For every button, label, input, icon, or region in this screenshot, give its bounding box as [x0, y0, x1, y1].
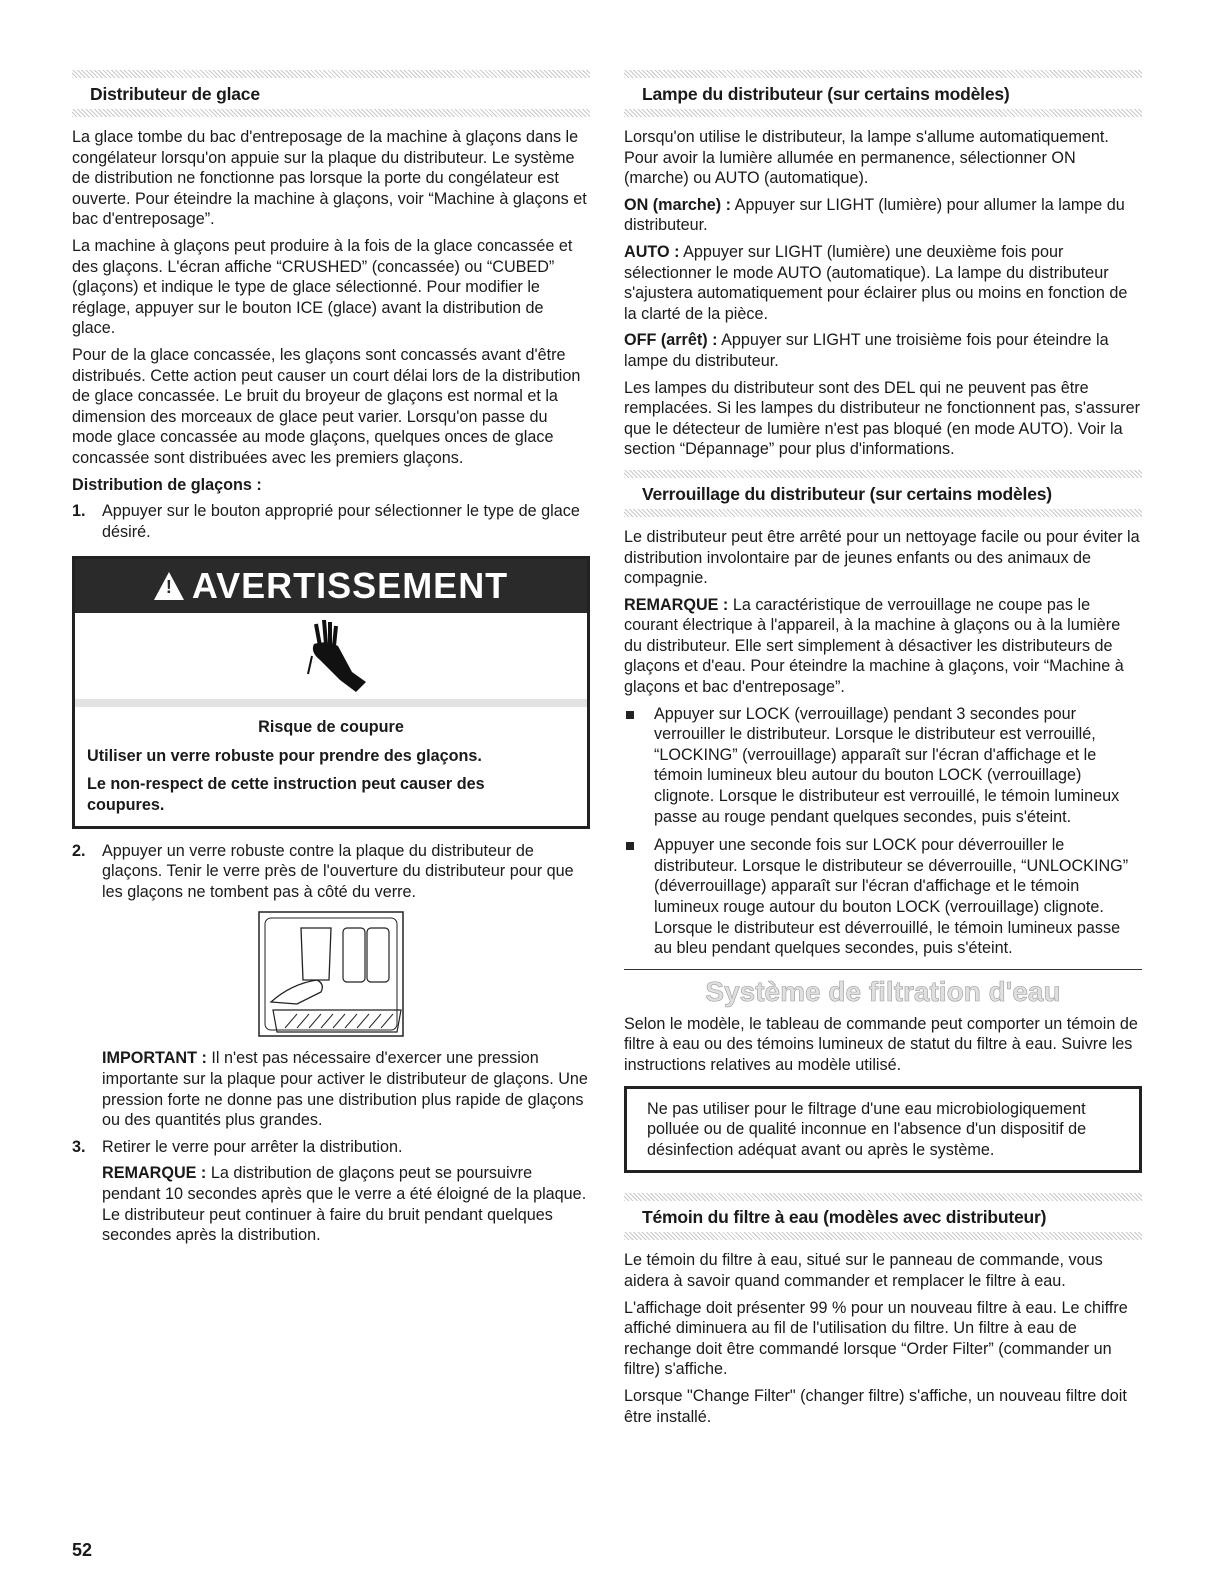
paragraph [624, 595, 1142, 698]
paragraph: Le distributeur peut être arrêté pour un nettoyage facile ou pour éviter la distribution involontaire par de jeunes enfants ou des animaux de compagnie. [624, 527, 1140, 588]
heading-band [624, 109, 1142, 117]
remark-note [72, 1163, 590, 1245]
heading-band [624, 70, 1142, 78]
warning-line: Utiliser un verre robuste pour prendre des glaçons. [87, 746, 482, 765]
step-2 [72, 841, 590, 903]
important-label: IMPORTANT : [102, 1049, 207, 1068]
step-number: 1. [72, 502, 86, 521]
bullet-square-icon [624, 704, 654, 828]
paragraph: La machine à glaçons peut produire à la fois de la glace concassée et des glaçons. L'écran affiche “CRUSHED” (concassée) ou “CUBED” (glaçons) et indique le type de glace sélectionné. Pour modifier le réglage, appuyer sur le bouton ICE (glace) avant la distribution de glace. [72, 236, 573, 338]
step-text: Retirer le verre pour arrêter la distribution. [102, 1137, 403, 1156]
paragraph: Lorsqu'on utilise le distributeur, la lampe s'allume automatiquement. Pour avoir la lumière allumée en permanence, sélectionner ON (marche) ou AUTO (automatique). [624, 128, 1109, 188]
paragraph: La glace tombe du bac d'entreposage de la machine à glaçons dans le congélateur lorsqu'on appuie sur la plaque du distributeur. Le système de distribution ne fonctionne pas lorsque la porte du congélateur est ouverte. Pour éteindre la machine à glaçons, voir “Machine à glaçons et bac d'entreposage”. [72, 128, 587, 229]
heading-band [624, 509, 1142, 517]
bullet-item [624, 835, 1142, 959]
heading-band [624, 1193, 1142, 1201]
paragraph [624, 242, 1142, 324]
dispenser-glass-icon [251, 910, 411, 1038]
section-divider [624, 969, 1142, 970]
section-heading: Témoin du filtre à eau (modèles avec distributeur) [642, 1207, 1047, 1228]
warning-line: Le non-respect de cette instruction peut causer des coupures. [87, 775, 485, 815]
paragraph: Selon le modèle, le tableau de commande peut comporter un témoin de filtre à eau ou des témoins lumineux de statut du filtre à eau. Suivre les instructions relatives au modèle utilisé. [624, 1014, 1138, 1074]
bullet-square-icon [624, 835, 654, 959]
bullet-item [624, 704, 1142, 828]
heading-band [624, 1232, 1142, 1240]
step-3 [72, 1137, 590, 1158]
heading-band [624, 470, 1142, 478]
off-label: OFF (arrêt) : [624, 331, 718, 350]
remark-label: REMARQUE : [102, 1164, 207, 1183]
bullet-text: Appuyer une seconde fois sur LOCK pour déverrouiller le distributeur. Lorsque le distributeur se déverrouille, “UNLOCKING” (déverrouillage) apparaît sur l'écran d'affichage et le témoin lumineux rouge autour du bouton LOCK (verrouillage) clignote. Lorsque le distributeur est déverrouillé, le témoin lumineux passe au bleu pendant quelques secondes, puis s'éteint. [654, 836, 1129, 958]
warning-risk: Risque de coupure [258, 718, 404, 737]
important-text: Il n'est pas nécessaire d'exercer une pression importante sur la plaque pour activer le distributeur de glaçons. Une pression forte ne donne pas une distribution plus rapide de glaçons ou des quantités plus grandes. [102, 1049, 588, 1130]
step-1 [72, 501, 590, 542]
section-heading: Verrouillage du distributeur (sur certains modèles) [642, 483, 1052, 504]
remark-label: REMARQUE : [624, 595, 729, 614]
major-section-title: Système de filtration d'eau [705, 975, 1061, 1007]
heading-band [72, 70, 590, 78]
paragraph [624, 330, 1142, 371]
paragraph: Lorsque "Change Filter" (changer filtre) s'affiche, un nouveau filtre doit être installé. [624, 1386, 1127, 1426]
subheading: Distribution de glaçons : [72, 475, 262, 494]
left-column [72, 70, 590, 1252]
off-text: Appuyer sur LIGHT une troisième fois pour éteindre la lampe du distributeur. [624, 331, 1109, 370]
cut-hand-icon [286, 616, 376, 696]
auto-label: AUTO : [624, 242, 680, 261]
warning-title: AVERTISSEMENT [191, 565, 509, 607]
step-number: 3. [72, 1137, 86, 1156]
remark-text: La distribution de glaçons peut se poursuivre pendant 10 secondes après que le verre a été éloigné de la plaque. Le distributeur peut continuer à faire du bruit pendant quelques secondes après la distribution. [102, 1164, 587, 1245]
paragraph [624, 195, 1142, 236]
step-text: Appuyer un verre robuste contre la plaque du distributeur de glaçons. Tenir le verre près de l'ouverture du distributeur pour que les glaçons ne tombent pas à côté du verre. [102, 841, 574, 901]
auto-text: Appuyer sur LIGHT (lumière) une deuxième fois pour sélectionner le mode AUTO (automatique). La lampe du distributeur s'ajustera automatiquement pour éclairer plus ou moins en fonction de la clarté de la pièce. [624, 242, 1128, 323]
paragraph: Pour de la glace concassée, les glaçons sont concassés avant d'être distribués. Cette action peut causer un court délai lors de la distribution de glace concassée. Le bruit du broyeur de glaçons est normal et la dimension des morceaux de glace peut varier. Lorsqu'on passe du mode glace concassée au mode glaçons, quelques onces de glace concassée sont distribuées avec les premiers glaçons. [72, 345, 581, 467]
section-heading: Lampe du distributeur (sur certains modèles) [642, 84, 1010, 104]
step-text: Appuyer sur le bouton approprié pour sélectionner le type de glace désiré. [102, 502, 580, 541]
section-heading: Distributeur de glace [90, 84, 260, 104]
dispenser-illustration [72, 910, 590, 1038]
paragraph: L'affichage doit présenter 99 % pour un nouveau filtre à eau. Le chiffre affiché diminuera au fil de l'utilisation du filtre. Un filtre à eau de rechange doit être commandé lorsque “Order Filter” (commander un filtre) s'affiche. [624, 1298, 1128, 1379]
paragraph: Le témoin du filtre à eau, situé sur le panneau de commande, vous aidera à savoir quand commander et remplacer le filtre à eau. [624, 1251, 1103, 1290]
page-number: 52 [72, 1540, 93, 1560]
warning-body [75, 707, 587, 825]
warning-box [72, 556, 590, 828]
note-box: Ne pas utiliser pour le filtrage d'une eau microbiologiquement polluée ou de qualité inconnue en l'absence d'un dispositif de désinfection adéquat avant ou après le système. [624, 1086, 1142, 1174]
remark-text: La caractéristique de verrouillage ne coupe pas le courant électrique à l'appareil, à la machine à glaçons ou à la lumière du distributeur. Elle sert simplement à désactiver les distributeurs de glaçons et d'eau. Pour éteindre la machine à glaçons, voir “Machine à glaçons et bac d'entreposage”. [624, 595, 1124, 697]
important-note [72, 1048, 590, 1130]
on-label: ON (marche) : [624, 195, 732, 214]
warning-triangle-icon [154, 572, 184, 600]
right-column [624, 70, 1142, 1433]
step-number: 2. [72, 841, 86, 860]
heading-band [72, 109, 590, 117]
cut-hazard-picture [75, 613, 587, 707]
paragraph: Les lampes du distributeur sont des DEL qui ne peuvent pas être remplacées. Si les lampes du distributeur ne fonctionnent pas, s'assurer que le détecteur de lumière n'est pas bloqué (en mode AUTO). Voir la section “Dépannage” pour plus d'informations. [624, 378, 1140, 459]
bullet-text: Appuyer sur LOCK (verrouillage) pendant 3 secondes pour verrouiller le distributeur. Lorsque le distributeur est verrouillé, “LOCKING” (verrouillage) apparaît sur l'écran d'affichage et le témoin lumineux bleu autour du bouton LOCK (verrouillage) clignote. Lorsque le distributeur est verrouillé, le témoin lumineux passe au rouge pendant quelques secondes, puis s'éteint. [654, 704, 1120, 826]
on-text: Appuyer sur LIGHT (lumière) pour allumer la lampe du distributeur. [624, 195, 1125, 235]
warning-header [75, 559, 587, 613]
